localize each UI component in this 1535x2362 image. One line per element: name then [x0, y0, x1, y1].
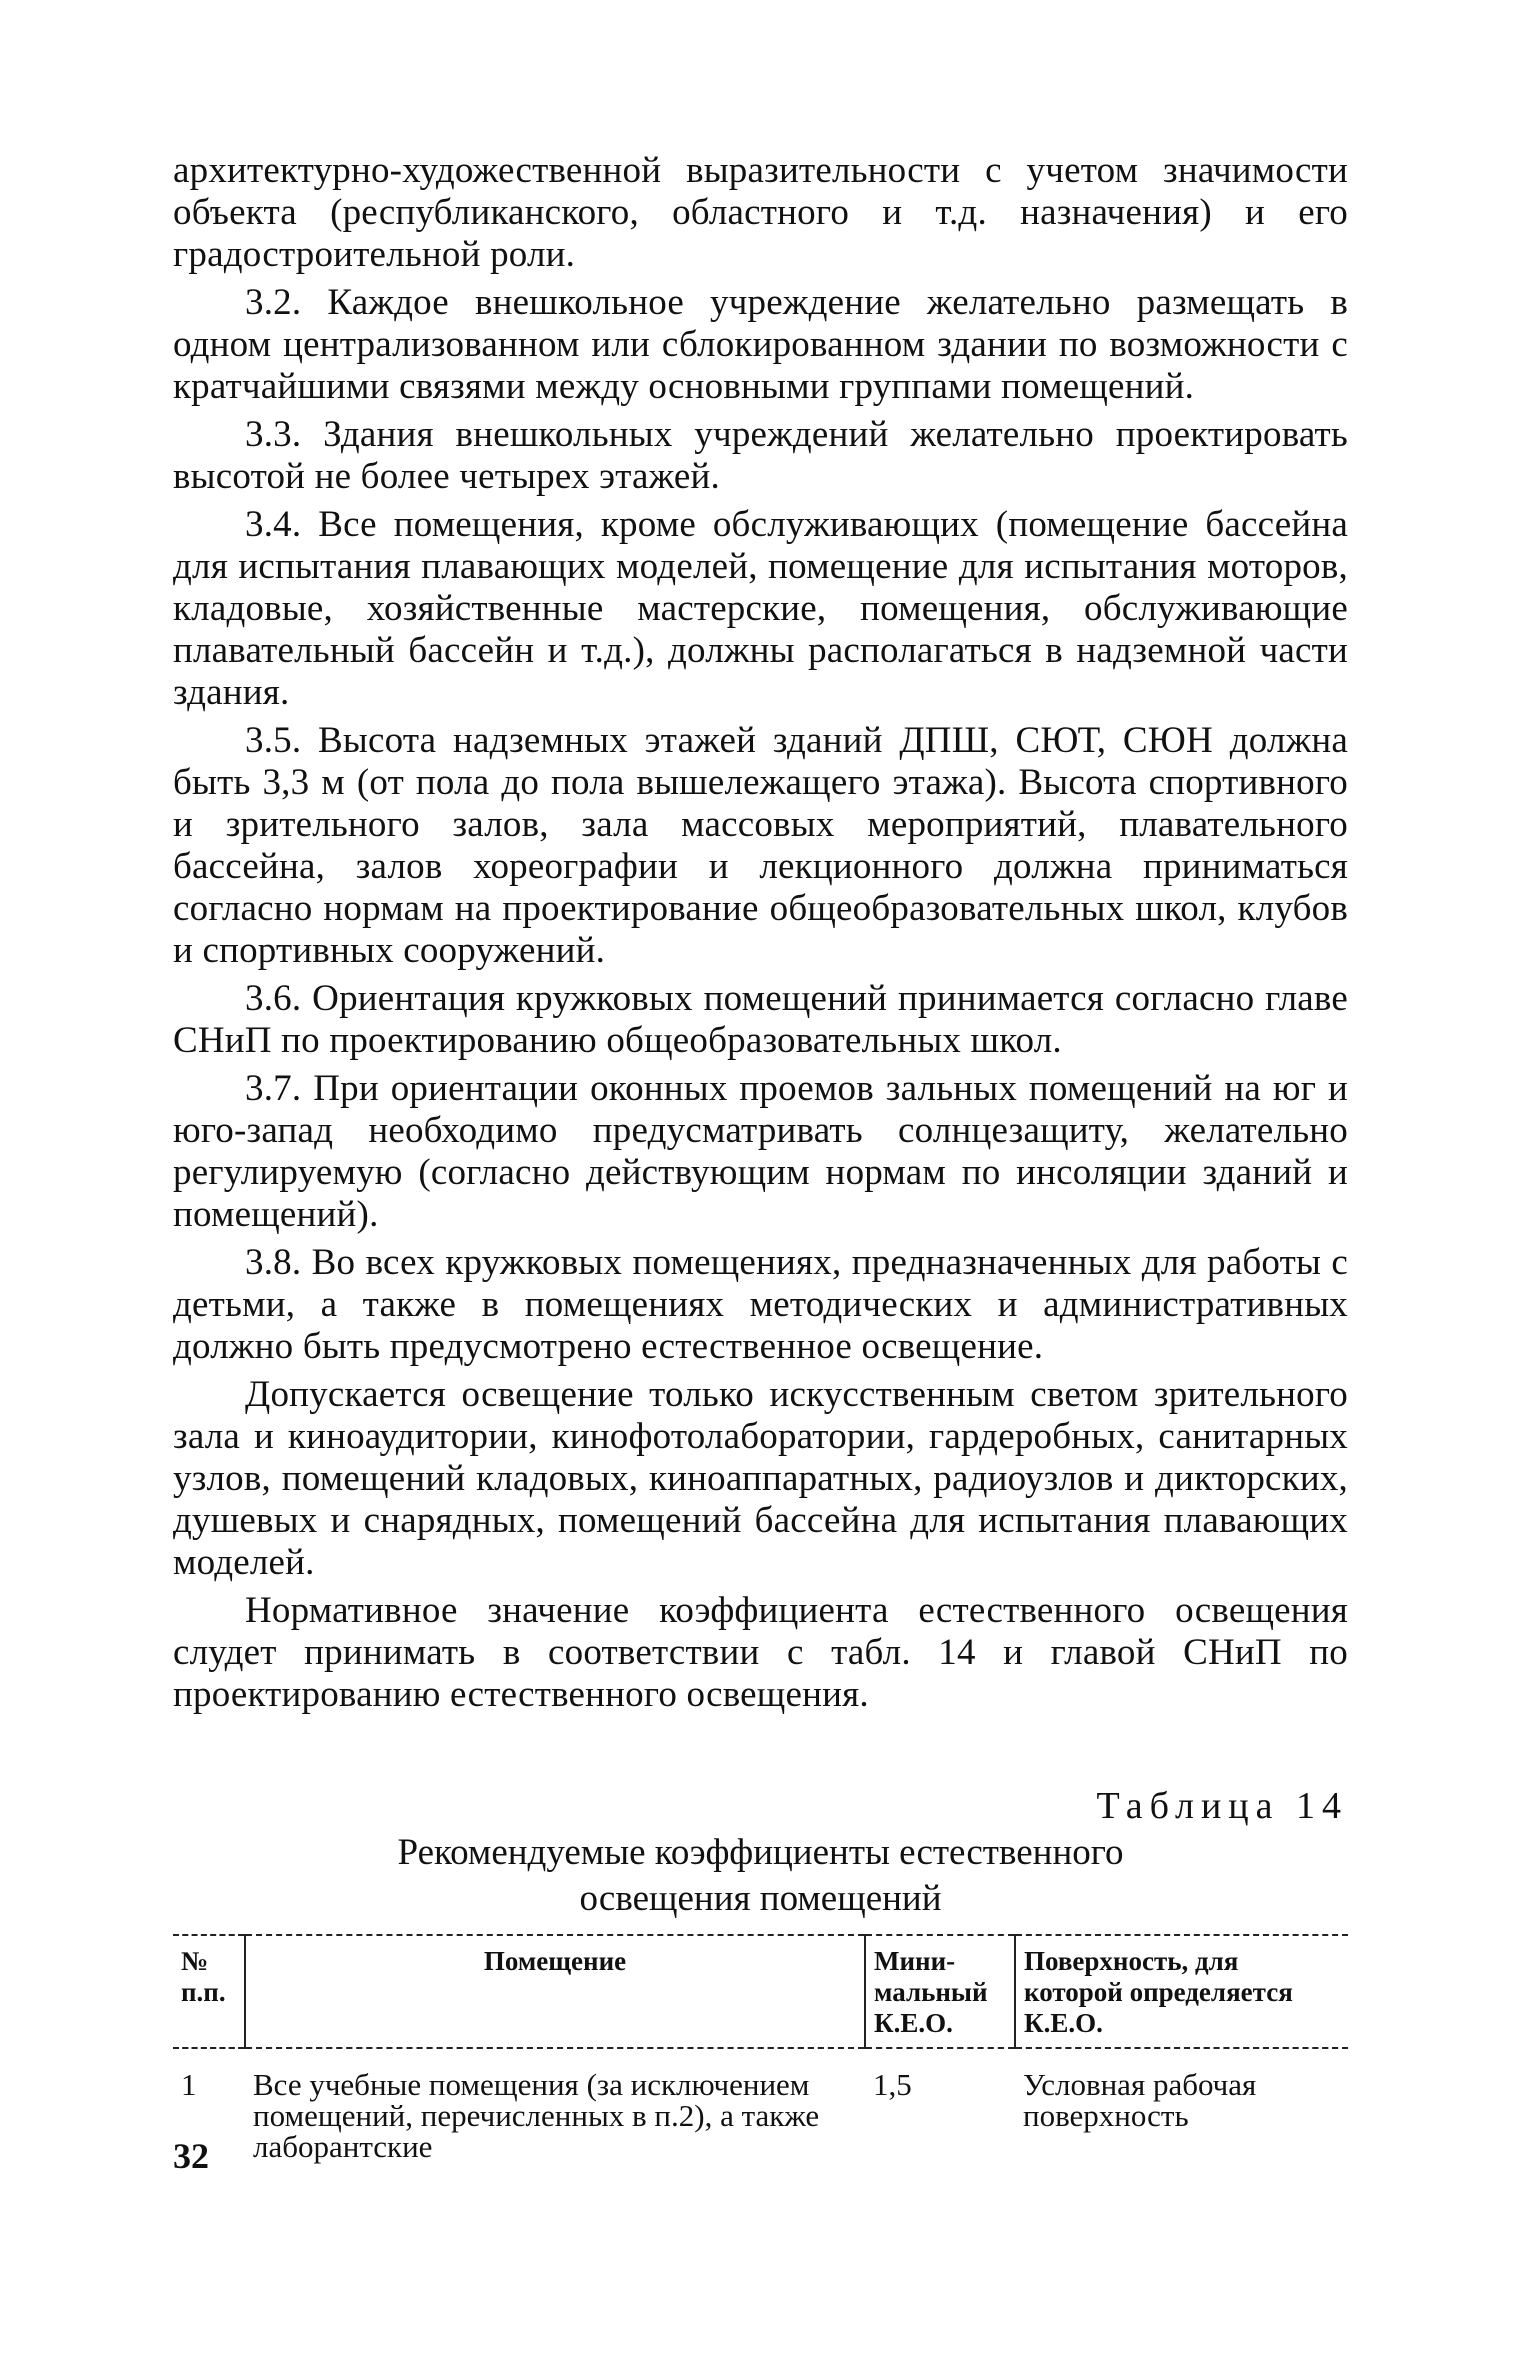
- daylight-factor-table: [173, 1934, 1348, 2166]
- header-min-factor: Мини-мальный К.Е.О.: [865, 1935, 1015, 2048]
- table-label: Таблица 14: [1096, 1785, 1348, 1827]
- header-room: Помещение: [245, 1935, 865, 2048]
- cell-room: Все учебные помещения (за исключением помещений, перечисленных в п.2), а также лаборантские: [253, 2067, 820, 2164]
- paragraph-3-8: 3.8. Во всех кружковых помещениях, предназначенных для работы с детьми, а также в помещениях методических и административных должно быть предусмотрено естественное освещение.: [173, 1242, 1348, 1367]
- paragraph-artificial-light: Допускается освещение только искусственным светом зрительного зала и киноаудитории, кинофотолаборатории, гардеробных, санитарных узлов, помещений кладовых, киноаппаратных, радиоузлов и дикторских, душевых и снарядных, помещений бассейна для испытания плавающих моделей.: [173, 1374, 1348, 1583]
- paragraph-3-4: 3.4. Все помещения, кроме обслуживающих (помещение бассейна для испытания плавающих моделей, помещение для испытания моторов, кладовые, хозяйственные мастерские, помещения, обслуживающие плавательный бассейн и т.д.), должны располагаться в надземной части здания.: [173, 504, 1348, 713]
- paragraph-3-3: 3.3. Здания внешкольных учреждений желательно проектировать высотой не более четырех этажей.: [173, 414, 1348, 497]
- paragraph-3-2: 3.2. Каждое внешкольное учреждение желательно размещать в одном централизованном или сблокированном здании по возможности с кратчайшими связями между основными группами помещений.: [173, 282, 1348, 407]
- body-text: [173, 150, 1348, 1716]
- paragraph-3-6: 3.6. Ориентация кружковых помещений принимается согласно главе СНиП по проектированию общеобразовательных школ.: [173, 978, 1348, 1061]
- cell-number: 1: [181, 2067, 197, 2102]
- table-header-row: [173, 1935, 1348, 2048]
- cell-surface: Условная рабочая поверхность: [1023, 2067, 1257, 2133]
- cell-min-factor: 1,5: [873, 2067, 912, 2102]
- header-number: № п.п.: [173, 1935, 245, 2048]
- paragraph-3-7: 3.7. При ориентации оконных проемов зальных помещений на юг и юго-запад необходимо предусматривать солнцезащиту, желательно регулируемую (согласно действующим нормам по инсоляции зданий и помещений).: [173, 1068, 1348, 1235]
- paragraph-continuation: архитектурно-художественной выразительности с учетом значимости объекта (республиканского, областного и т.д. назначения) и его градостроительной роли.: [173, 150, 1348, 275]
- table-caption: [173, 1784, 1348, 1920]
- table-title-line-2: освещения помещений: [579, 1878, 942, 1919]
- page-number: 32: [173, 2136, 209, 2176]
- table-row: [173, 2048, 1348, 2166]
- paragraph-3-5: 3.5. Высота надземных этажей зданий ДПШ, СЮТ, СЮН должна быть 3,3 м (от пола до пола вышележащего этажа). Высота спортивного и зрительного залов, зала массовых мероприятий, плавательного бассейна, залов хореографии и лекционного должна приниматься согласно нормам на проектирование общеобразовательных школ, клубов и спортивных сооружений.: [173, 720, 1348, 971]
- paragraph-normative-value: Нормативное значение коэффициента естественного освещения слудет принимать в соответствии с табл. 14 и главой СНиП по проектированию естественного освещения.: [173, 1590, 1348, 1715]
- header-surface: Поверхность, для которой определяется К.Е.О.: [1015, 1935, 1348, 2048]
- table-title-line-1: Рекомендуемые коэффициенты естественного: [397, 1832, 1124, 1873]
